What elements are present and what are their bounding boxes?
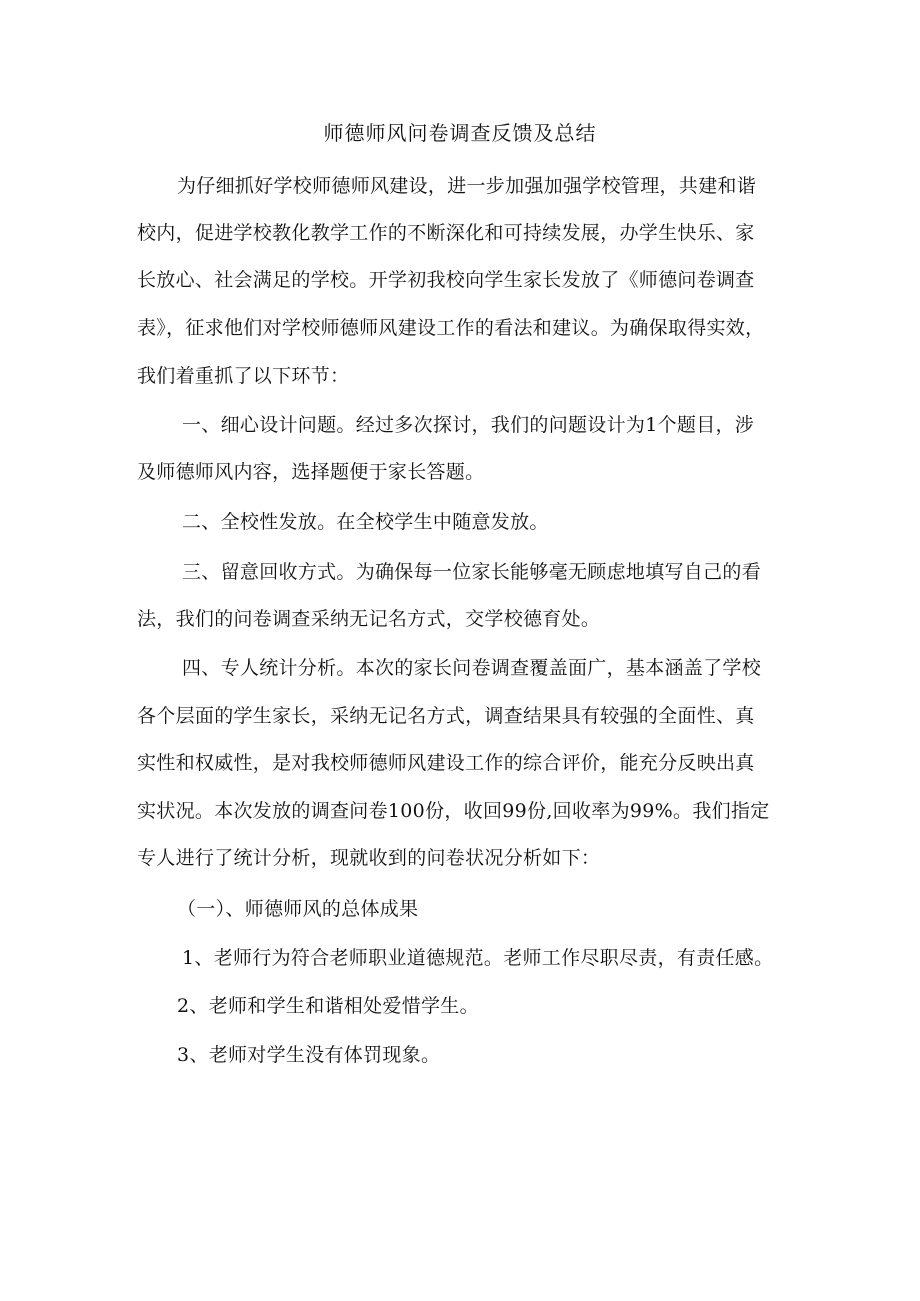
body-line: 校内，促进学校教化教学工作的不断深化和可持续发展，办学生快乐、家 — [137, 222, 755, 244]
document-title: 师德师风问卷调查反馈及总结 — [323, 121, 597, 145]
body-line: 二、全校性发放。在全校学生中随意发放。 — [182, 511, 549, 533]
body-line: 四、专人统计分析。本次的家长问卷调查覆盖面广，基本涵盖了学校 — [182, 657, 762, 679]
body-line: 实性和权威性，是对我校师德师风建设工作的综合评价，能充分反映出真 — [137, 752, 755, 774]
body-line: 为仔细抓好学校师德师风建设，进一步加强加强学校管理，共建和谐 — [177, 175, 757, 197]
list-item: 3、老师对学生没有体罚现象。 — [177, 1044, 441, 1066]
body-line: 我们着重抓了以下环节： — [137, 365, 350, 387]
list-item: 1、老师行为符合老师职业道德规范。老师工作尽职尽责，有责任感。 — [182, 947, 774, 969]
body-line: 法，我们的问卷调查采纳无记名方式，交学校德育处。 — [137, 608, 601, 630]
body-line: 各个层面的学生家长，采纳无记名方式，调查结果具有较强的全面性、真 — [137, 705, 755, 727]
body-line: 一、细心设计问题。经过多次探讨，我们的问题设计为1个题目，涉 — [182, 414, 755, 436]
body-line: 长放心、社会满足的学校。开学初我校向学生家长发放了《师德问卷调查 — [137, 269, 755, 291]
body-line: 专人进行了统计分析，现就收到的问卷状况分析如下： — [137, 847, 601, 869]
body-line: 实状况。本次发放的调查问卷100份，收回99份,回收率为99%。我们指定 — [137, 800, 770, 822]
section-heading: （一）、师德师风的总体成果 — [177, 898, 419, 920]
body-line: 表》，征求他们对学校师德师风建设工作的看法和建议。为确保取得实效， — [137, 317, 765, 339]
body-line: 三、留意回收方式。为确保每一位家长能够毫无顾虑地填写自己的看 — [182, 561, 762, 583]
list-item: 2、老师和学生和谐相处爱惜学生。 — [177, 995, 479, 1017]
body-line: 及师德师风内容，选择题便于家长答题。 — [137, 461, 485, 483]
